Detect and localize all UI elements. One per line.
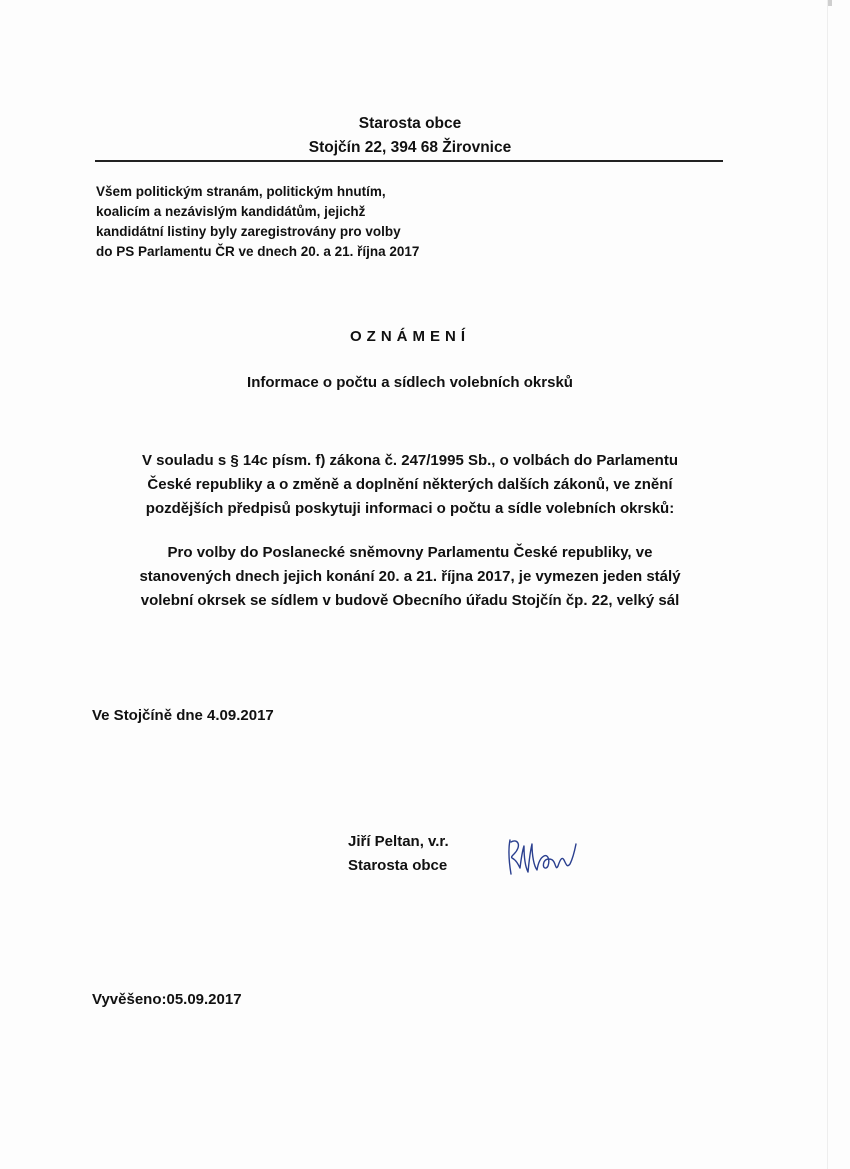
- notice-subtitle: Informace o počtu a sídlech volebních okrsků: [247, 374, 573, 391]
- notice-title: OZNÁMENÍ: [350, 328, 470, 345]
- scan-corner-mark: [828, 0, 832, 6]
- district-info-paragraph: [100, 541, 720, 613]
- recipients-line: koalicím a nezávislým kandidátům, jejichž: [96, 204, 366, 219]
- letterhead: [96, 112, 724, 160]
- scan-edge: [827, 0, 828, 1169]
- letterhead-address: Stojčín 22, 394 68 Žirovnice: [308, 139, 512, 156]
- recipients-line: Všem politickým stranám, politickým hnutím,: [96, 184, 386, 199]
- recipients-block: [96, 182, 476, 262]
- signer-name: Jiří Peltan, v.r.: [348, 833, 449, 850]
- paragraph-line: České republiky a o změně a doplnění některých dalších zákonů, ve znění: [147, 476, 673, 493]
- signer-block: [348, 830, 449, 878]
- paragraph-line: volební okrsek se sídlem v budově Obecního úřadu Stojčín čp. 22, velký sál: [140, 592, 680, 609]
- paragraph-line: pozdějších předpisů poskytuji informaci o počtu a sídle volebních okrsků:: [145, 500, 675, 517]
- signer-title: Starosta obce: [348, 857, 448, 874]
- paragraph-line: V souladu s § 14c písm. f) zákona č. 247/1995 Sb., o volbách do Parlamentu: [141, 452, 679, 469]
- recipients-line: kandidátní listiny byly zaregistrovány pro volby: [96, 224, 401, 239]
- place-and-date: Ve Stojčíně dne 4.09.2017: [92, 707, 274, 724]
- paragraph-line: Pro volby do Poslanecké sněmovny Parlamentu České republiky, ve: [167, 544, 653, 561]
- posted-date: Vyvěšeno:05.09.2017: [92, 991, 242, 1008]
- paragraph-line: stanovených dnech jejich konání 20. a 21. října 2017, je vymezen jeden stálý: [139, 568, 681, 585]
- recipients-line: do PS Parlamentu ČR ve dnech 20. a 21. října 2017: [96, 244, 420, 259]
- legal-basis-paragraph: [100, 449, 720, 521]
- letterhead-divider: [95, 160, 723, 162]
- handwritten-signature: [502, 830, 584, 882]
- letterhead-title: Starosta obce: [358, 115, 462, 132]
